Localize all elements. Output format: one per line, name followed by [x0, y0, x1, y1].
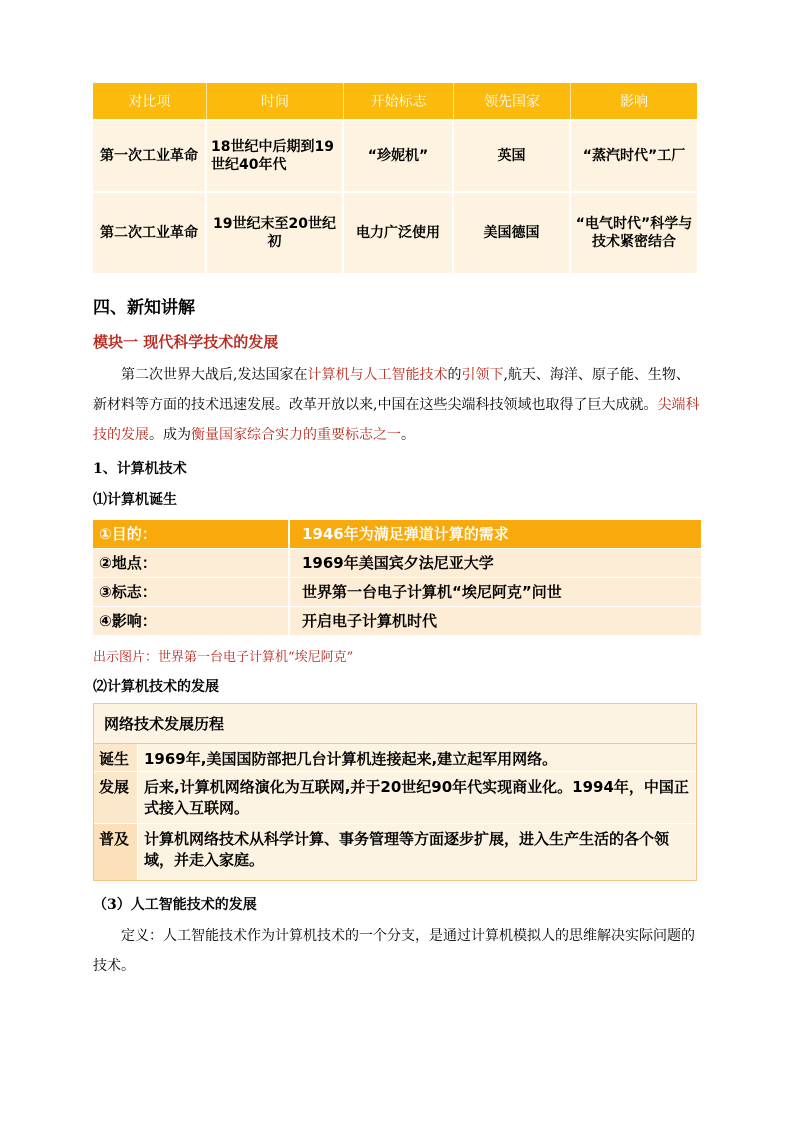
intro-text: 。成为: [149, 427, 191, 443]
intro-text: ,航天、海洋、原子能、生物、新材料等方面的技术迅速发展。改革开放以来,中国在这些尖端科技领域也取得了巨大成就。: [93, 367, 690, 413]
row-key: 诞生: [94, 744, 138, 771]
row-value: 后来,计算机网络演化为互联网,并于20世纪90年代实现商业化。1994年，中国正式接入互联网。: [138, 772, 696, 823]
table-cell: 第二次工业革命: [93, 191, 207, 273]
network-history-table: [93, 703, 697, 881]
intro-text: 的: [447, 367, 462, 383]
table-row: [93, 191, 697, 273]
row-label: ②地点：: [93, 549, 288, 577]
image-note: 出示图片：世界第一台电子计算机“埃尼阿克”: [93, 650, 354, 665]
section-title: 四、新知讲解: [93, 298, 195, 318]
ai-definition: 定义：人工智能技术作为计算机技术的一个分支，是通过计算机模拟人的思维解决实际问题的技术。: [93, 928, 695, 974]
row-key: 普及: [94, 824, 138, 880]
industrial-revolution-comparison-table: [93, 83, 697, 273]
row-label: ④影响：: [93, 607, 288, 635]
table-cell: 18世纪中后期到19世纪40年代: [207, 119, 344, 191]
table-row: [93, 549, 701, 577]
table-header-row: [93, 83, 697, 119]
row-value: 开启电子计算机时代: [288, 607, 701, 635]
row-value: 1946年为满足弹道计算的需求: [288, 520, 701, 548]
table-row: [94, 772, 696, 824]
intro-text: 第二次世界大战后,发达国家在: [121, 367, 308, 383]
row-key: 发展: [94, 772, 138, 823]
module-title: 模块一 现代科学技术的发展: [93, 333, 279, 351]
intro-text: 。: [401, 427, 415, 443]
row-value: 1969年,美国国防部把几台计算机连接起来,建立起军用网络。: [138, 744, 696, 771]
row-value: 计算机网络技术从科学计算、事务管理等方面逐步扩展，进入生产生活的各个领域，并走入家庭。: [138, 824, 696, 880]
table-cell: 19世纪末至20世纪初: [207, 191, 344, 273]
table-cell: “蒸汽时代”工厂: [571, 119, 697, 191]
column-header: 对比项: [93, 83, 207, 119]
intro-paragraph: [93, 360, 701, 450]
table-row: [93, 578, 701, 606]
subtitle-computer-development: ⑵计算机技术的发展: [93, 679, 219, 695]
subtitle-computer-technology: 1、计算机技术: [93, 461, 187, 477]
intro-highlight: 计算机与人工智能技术: [307, 367, 448, 383]
computer-birth-table: [93, 520, 701, 636]
table-cell: “电气时代”科学与技术紧密结合: [571, 191, 697, 273]
subtitle-computer-birth: ⑴计算机诞生: [93, 492, 177, 508]
table-row: [93, 607, 701, 635]
column-header: 领先国家: [454, 83, 571, 119]
column-header: 影响: [571, 83, 697, 119]
table-row: [94, 824, 696, 880]
table-row: [94, 744, 696, 772]
intro-highlight: 引领下: [461, 367, 504, 383]
row-value: 1969年美国宾夕法尼亚大学: [288, 549, 701, 577]
intro-highlight: 衡量国家综合实力的重要标志之一: [191, 427, 401, 443]
row-label: ①目的：: [93, 520, 288, 548]
table-cell: 第一次工业革命: [93, 119, 207, 191]
table-cell: 英国: [454, 119, 571, 191]
intro-highlight: 尖端科技的发展: [93, 397, 700, 443]
row-label: ③标志：: [93, 578, 288, 606]
table-row: [93, 119, 697, 191]
table-cell: “珍妮机”: [344, 119, 454, 191]
column-header: 开始标志: [344, 83, 454, 119]
column-header: 时间: [207, 83, 344, 119]
table-cell: 美国德国: [454, 191, 571, 273]
table-cell: 电力广泛使用: [344, 191, 454, 273]
table-title: 网络技术发展历程: [94, 704, 696, 744]
table-row: [93, 520, 701, 548]
row-value: 世界第一台电子计算机“埃尼阿克”问世: [288, 578, 701, 606]
subtitle-ai-development: （3）人工智能技术的发展: [93, 897, 257, 913]
